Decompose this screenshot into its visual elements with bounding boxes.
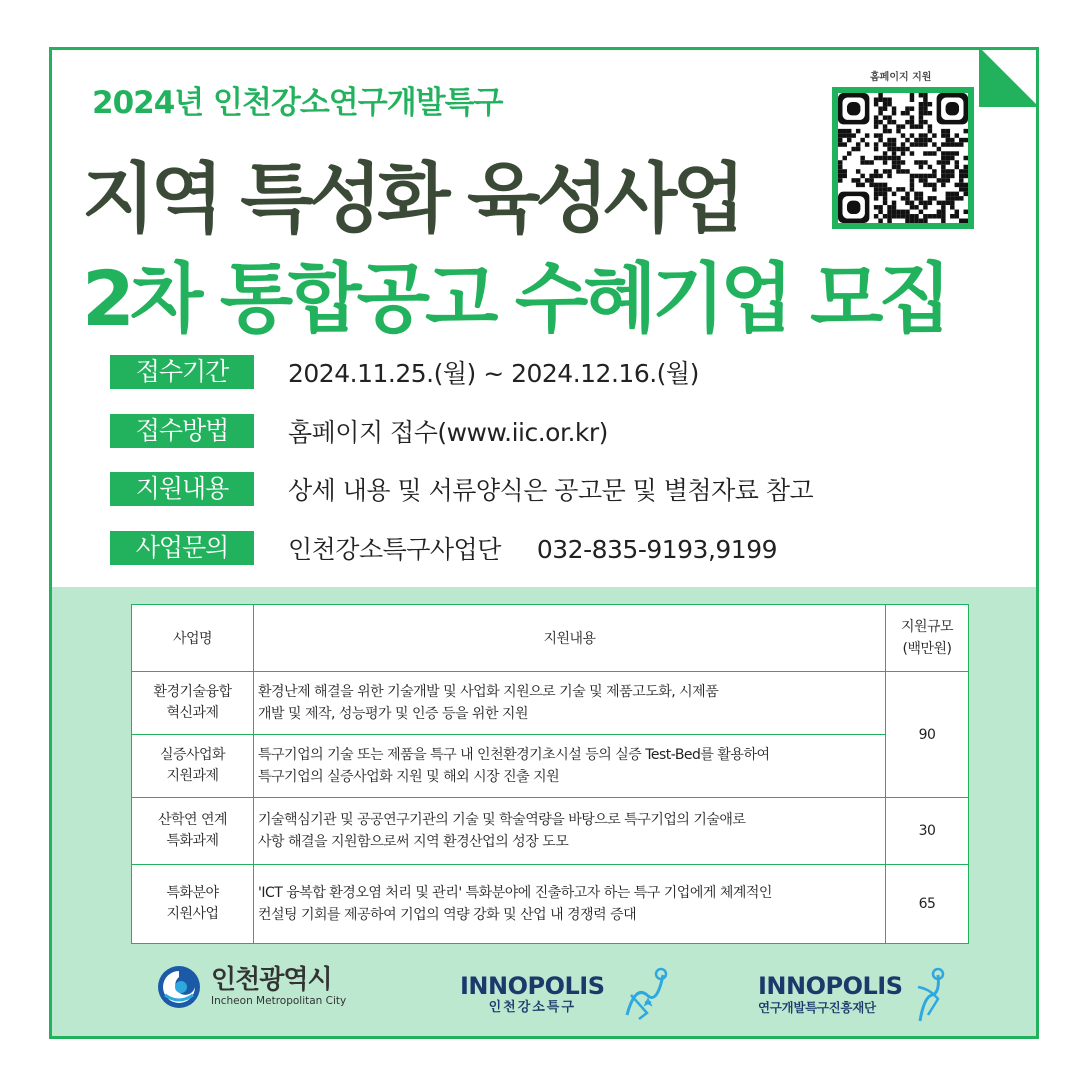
info-tag: 사업문의 <box>110 531 254 565</box>
innopolis-foundation-logo <box>758 973 903 1017</box>
program-name: 실증사업화 지원과제 <box>132 735 254 798</box>
header-content: 지원내용 <box>254 605 886 672</box>
info-tag: 접수방법 <box>110 414 254 448</box>
qr-code[interactable] <box>832 87 974 229</box>
header-scale-line2: (백만원) <box>902 641 952 657</box>
innopolis-sub: 연구개발특구진흥재단 <box>758 1000 876 1015</box>
incheon-logo <box>157 965 346 1009</box>
table-row <box>132 672 969 735</box>
info-value: 2024.11.25.(월) ~ 2024.12.16.(월) <box>288 359 699 388</box>
program-desc: 기술핵심기관 및 공공연구기관의 기술 및 학술역량을 바탕으로 특구기업의 기술애로 사항 해결을 지원함으로써 지역 환경산업의 성장 도모 <box>254 798 886 865</box>
info-value: 홈페이지 접수(www.iic.or.kr) <box>288 418 608 447</box>
info-row-inquiry <box>110 531 777 565</box>
innopolis-sub: 인천강소특구 <box>488 1000 576 1015</box>
table-row <box>132 735 969 798</box>
table-header-row <box>132 605 969 672</box>
table-row <box>132 865 969 944</box>
info-value: 상세 내용 및 서류양식은 공고문 및 별첨자료 참고 <box>288 476 814 505</box>
qr-label: 홈페이지 지원 <box>870 72 932 83</box>
innopolis-incheon-logo <box>460 973 605 1017</box>
program-amount: 90 <box>886 672 969 798</box>
program-desc: 'ICT 융복합 환경오염 처리 및 관리' 특화분야에 진출하고자 하는 특구 기업에게 체계적인 컨설팅 기회를 제공하여 기업의 역량 강화 및 산업 내 경쟁력 증대 <box>254 865 886 944</box>
program-name: 산학연 연계 특화과제 <box>132 798 254 865</box>
inquiry-org: 인천강소특구사업단 <box>288 535 501 564</box>
program-desc: 환경난제 해결을 위한 기술개발 및 사업화 지원으로 기술 및 제품고도화, 시제품 개발 및 제작, 성능평가 및 인증 등을 위한 지원 <box>254 672 886 735</box>
title-line-2: 2차 통합공고 수혜기업 모집 <box>82 254 947 343</box>
program-desc: 특구기업의 기술 또는 제품을 특구 내 인천환경기초시설 등의 실증 Test-Bed를 활용하여 특구기업의 실증사업화 지원 및 해외 시장 진출 지원 <box>254 735 886 798</box>
qr-code-icon <box>838 93 968 223</box>
title-line-1: 지역 특성화 육성사업 <box>82 154 741 243</box>
info-tag: 지원내용 <box>110 472 254 506</box>
info-row-content <box>110 472 813 506</box>
innopolis-title: INNOPOLIS <box>460 972 605 1000</box>
header-name: 사업명 <box>132 605 254 672</box>
incheon-name-ko: 인천광역시 <box>211 965 332 995</box>
table-row <box>132 798 969 865</box>
incheon-name-en: Incheon Metropolitan City <box>211 995 347 1007</box>
info-value <box>288 530 777 566</box>
info-row-period <box>110 355 699 389</box>
innopolis-title: INNOPOLIS <box>758 972 903 1000</box>
info-tag: 접수기간 <box>110 355 254 389</box>
program-amount: 65 <box>886 865 969 944</box>
program-name: 환경기술융합 혁신과제 <box>132 672 254 735</box>
innopolis-figure-icon <box>914 967 946 1025</box>
subtitle: 2024년 인천강소연구개발특구 <box>92 85 503 121</box>
program-amount: 30 <box>886 798 969 865</box>
inquiry-phone: 032-835-9193,9199 <box>536 535 778 564</box>
program-name: 특화분야 지원사업 <box>132 865 254 944</box>
info-row-method <box>110 414 608 448</box>
page-fold-corner <box>979 47 1039 107</box>
incheon-emblem-icon <box>157 965 201 1009</box>
innopolis-figure-icon <box>617 965 669 1025</box>
program-table <box>131 604 969 944</box>
logo-strip <box>52 955 1036 1035</box>
header-scale-line1: 지원규모 <box>900 619 954 635</box>
poster-frame <box>49 47 1039 1039</box>
header-scale <box>886 605 969 672</box>
